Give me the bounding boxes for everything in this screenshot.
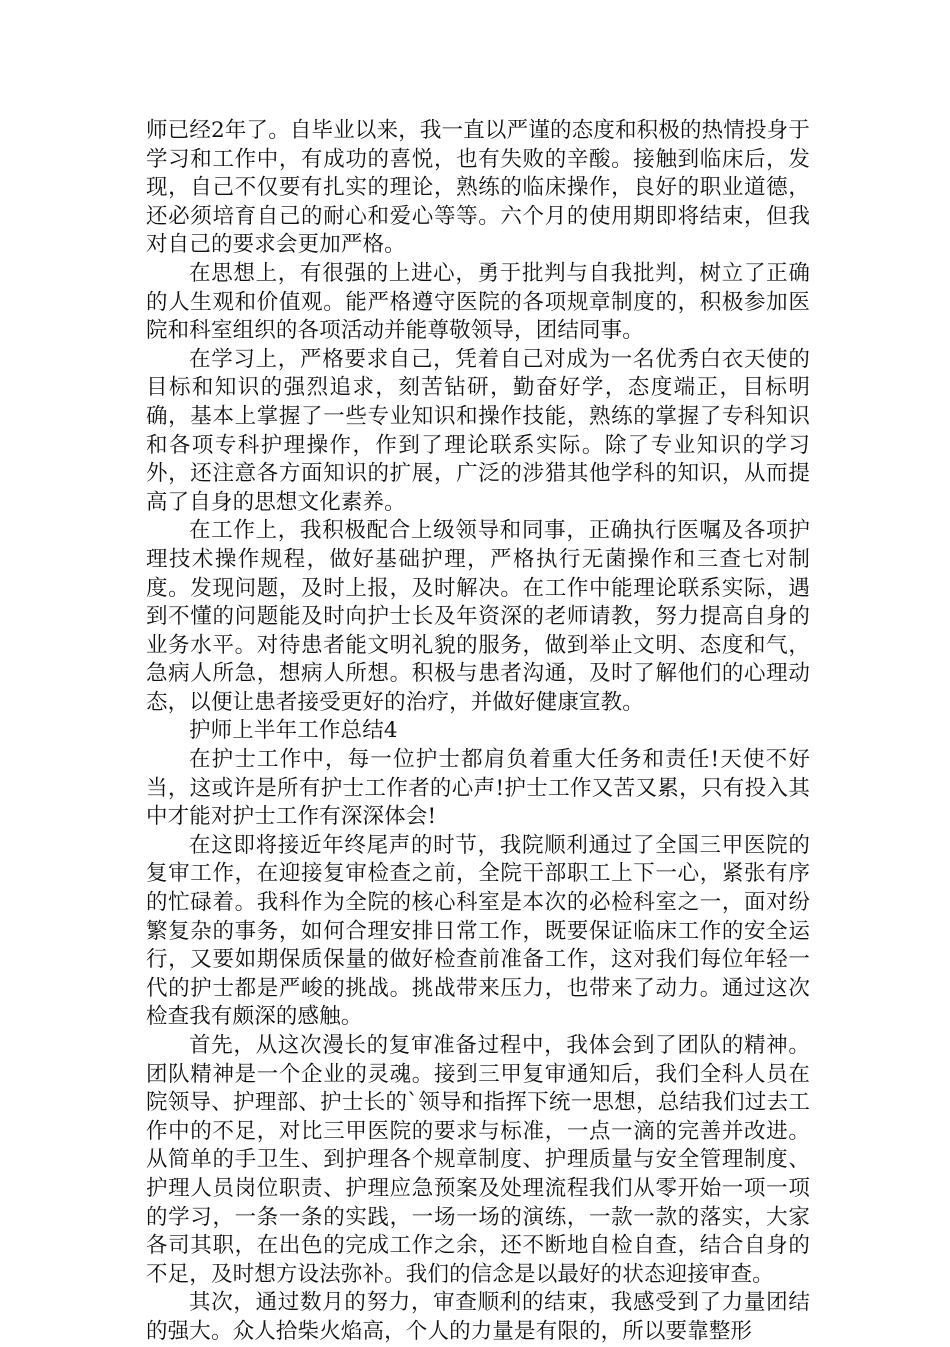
- paragraph: 首先，从这次漫长的复审准备过程中，我体会到了团队的精神。团队精神是一个企业的灵魂。接到三甲复审通知后，我们全科人员在院领导、护理部、护士长的`领导和指挥下统一思想，总结我们过去工作中的不足，对比三甲医院的要求与标准，一点一滴的完善并改进。从简单的手卫生、到护理各个规章制度、护理质量与安全管理制度、护理人员岗位职责、护理应急预案及处理流程我们从零开始一项一项的学习，一条一条的实践，一场一场的演练，一款一款的落实，大家各司其职，在出色的完成工作之余，还不断地自检自查，结合自身的不足，及时想方设法弥补。我们的信念是以最好的状态迎接审查。: [146, 1033, 810, 1287]
- paragraph: 在这即将接近年终尾声的时节，我院顺利通过了全国三甲医院的复审工作，在迎接复审检查之前，全院干部职工上下一心，紧张有序的忙碌着。我科作为全院的核心科室是本次的必检科室之一，面对纷繁复杂的事务，如何合理安排日常工作，既要保证临床工作的安全运行，又要如期保质保量的做好检查前准备工作，这对我们每位年轻一代的护士都是严峻的挑战。挑战带来压力，也带来了动力。通过这次检查我有颇深的感触。: [146, 832, 810, 1030]
- paragraph: 师已经2年了。自毕业以来，我一直以严谨的态度和积极的热情投身于学习和工作中，有成功的喜悦，也有失败的辛酸。接触到临床后，发现，自己不仅要有扎实的理论，熟练的临床操作，良好的职业道德，还必须培育自己的耐心和爱心等等。六个月的使用期即将结束，但我对自己的要求会更加严格。: [146, 118, 810, 258]
- paragraph: 在护士工作中，每一位护士都肩负着重大任务和责任!天使不好当，这或许是所有护士工作者的心声!护士工作又苦又累，只有投入其中才能对护士工作有深深体会!: [146, 747, 810, 830]
- paragraph: 在思想上，有很强的上进心，勇于批判与自我批判，树立了正确的人生观和价值观。能严格遵守医院的各项规章制度的，积极参加医院和科室组织的各项活动并能尊敬领导，团结同事。: [146, 260, 810, 344]
- paragraph: 其次，通过数月的努力，审查顺利的结束，我感受到了力量团结的强大。众人拾柴火焰高，个人的力量是有限的，所以要靠整形: [146, 1290, 810, 1344]
- paragraph: 在学习上，严格要求自己，凭着自己对成为一名优秀白衣天使的目标和知识的强烈追求，刻苦钻研，勤奋好学，态度端正，目标明确，基本上掌握了一些专业知识和操作技能，熟练的掌握了专科知识和各项专科护理操作，作到了理论联系实际。除了专业知识的学习外，还注意各方面知识的扩展，广泛的涉猎其他学科的知识，从而提高了自身的思想文化素养。: [146, 346, 810, 515]
- document-body: [146, 117, 810, 1347]
- paragraph: 在工作上，我积极配合上级领导和同事，正确执行医嘱及各项护理技术操作规程，做好基础护理，严格执行无菌操作和三查七对制度。发现问题，及时上报，及时解决。在工作中能理论联系实际，遇到不懂的问题能及时向护士长及年资深的老师请教，努力提高自身的业务水平。对待患者能文明礼貌的服务，做到举止文明、态度和气，急病人所急，想病人所想。积极与患者沟通，及时了解他们的心理动态，以便让患者接受更好的治疗，并做好健康宣教。: [146, 518, 810, 715]
- section-heading: 护师上半年工作总结4: [189, 718, 398, 744]
